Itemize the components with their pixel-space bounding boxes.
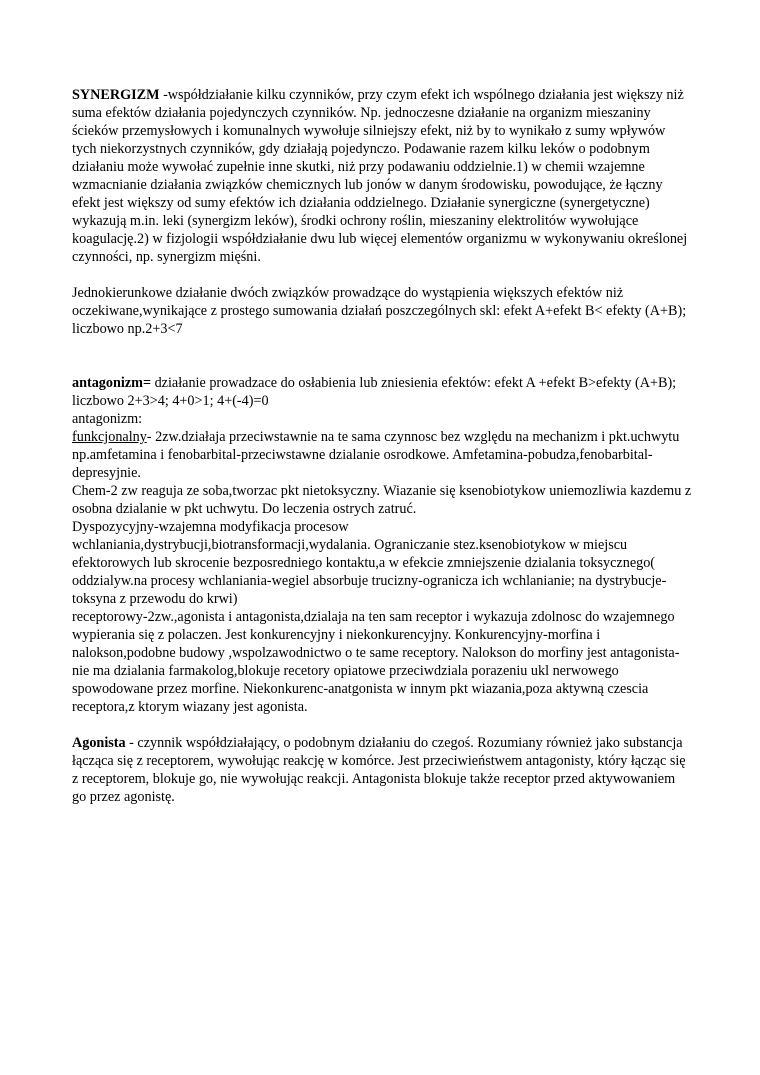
funkcjonalny-term: funkcjonalny [72,429,147,445]
antagonizm-subheading: antagonizm: [72,411,143,427]
funkcjonalny-definition: - 2zw.działaja przeciwstawnie na te sama czynnosc bez względu na mechanizm i pkt.uchwytu np.amfetamina i fenobarbital-przeciwstawne dzialanie osrodkowe. Amfetamina-pobudza,fenobarbital-depresyjnie. [72,429,680,481]
synergizm-paragraph [72,86,692,266]
synergizm-definition: -współdziałanie kilku czynników, przy czym efekt ich wspólnego działania jest większy niż suma efektów działania pojedynczych czynników. Np. jednoczesne działanie na organizm mieszaniny ścieków przemysłowych i komunalnych wywołuje silniejszy efekt, niż by to wynikało z sumy wpływów tych niekorzystnych czynników, gdy działają pojedynczo. Podawanie razem kilku leków o podobnym działaniu może wywołać zupełnie inne skutki, niż przy podawaniu oddzielnie.1) w chemii wzajemne wzmacnianie działania związków chemicznych lub jonów w danym środowisku, powodujące, że łączny efekt jest większy od sumy efektów ich działania oddzielnego. Działanie synergiczne (synergetyczne) wykazują m.in. leki (synergizm leków), środki ochrony roślin, mieszaniny elektrolitów wywołujące koagulację.2) w fizjologii współdziałanie dwu lub więcej elementów organizmu w wykonywaniu określonej czynności, np. synergizm mięśni. [72,87,688,265]
receptorowy-paragraph: receptorowy-2zw.,agonista i antagonista,dzialaja na ten sam receptor i wykazuja zdolnosc do wzajemnego wypierania się z polaczen. Jest konkurencyjny i niekonkurencyjny. Konkurencyjny-morfina i nalokson,podobne budowy ,wspolzawodnictwo o te same receptory. Nalokson do morfiny jest antagonista-nie ma dzialania farmakolog,blokuje recetory opiatowe przeciwdziala porazeniu ukl nerwowego spowodowane przez morfine. Niekonkurenc-anatgonista w innym pkt wiazania,poza aktywną czescia receptora,z ktorym wiazany jest agonista. [72,609,680,715]
antagonizm-term: antagonizm= [72,375,152,391]
agonista-paragraph [72,734,692,806]
agonista-term: Agonista [72,735,126,751]
synergizm-term: SYNERGIZM [72,87,160,103]
document-body [72,86,692,806]
antagonizm-paragraph [72,374,692,410]
antagonizm-definition: działanie prowadzace do osłabienia lub zniesienia efektów: efekt A +efekt B>efekty (A+B); liczbowo 2+3>4; 4+0>1; 4+(-4)=0 [72,375,677,409]
dyspozycyjny-line: Dyspozycyjny-wzajemna modyfikacja procesow [72,519,349,535]
synergizm-note: Jednokierunkowe działanie dwóch związków prowadzące do wystąpienia większych efektów niż oczekiwane,wynikające z prostego sumowania działań poszczególnych skl: efekt A+efekt B< efekty (A+B); liczbowo np.2+3<7 [72,285,687,337]
agonista-definition: - czynnik współdziałający, o podobnym działaniu do czegoś. Rozumiany również jako substancja łącząca się z receptorem, wywołując reakcję w komórce. Jest przeciwieństwem antagonisty, który łącząc się z receptorem, blokuje go, nie wywołując reakcji. Antagonista blokuje także receptor przed aktywowaniem go przez agonistę. [72,735,686,805]
wchlaniania-paragraph: wchlaniania,dystrybucji,biotransformacji,wydalania. Ograniczanie stez.ksenobiotykow w miejscu efektorowych lub skrocenie bezposredniego kontaktu,a w efekcie zmniejszenie dzialania toksycznego( oddzialyw.na procesy wchlaniania-wegiel absorbuje trucizny-ogranicza ich wchlanianie; na dystrybucje-toksyna z przewodu do krwi) [72,537,667,607]
chem-paragraph: Chem-2 zw reaguja ze soba,tworzac pkt nietoksyczny. Wiazanie się ksenobiotykow uniemozliwia kazdemu z osobna dzialanie w pkt uchwytu. Do leczenia ostrych zatruć. [72,483,692,517]
funkcjonalny-paragraph [72,428,692,482]
